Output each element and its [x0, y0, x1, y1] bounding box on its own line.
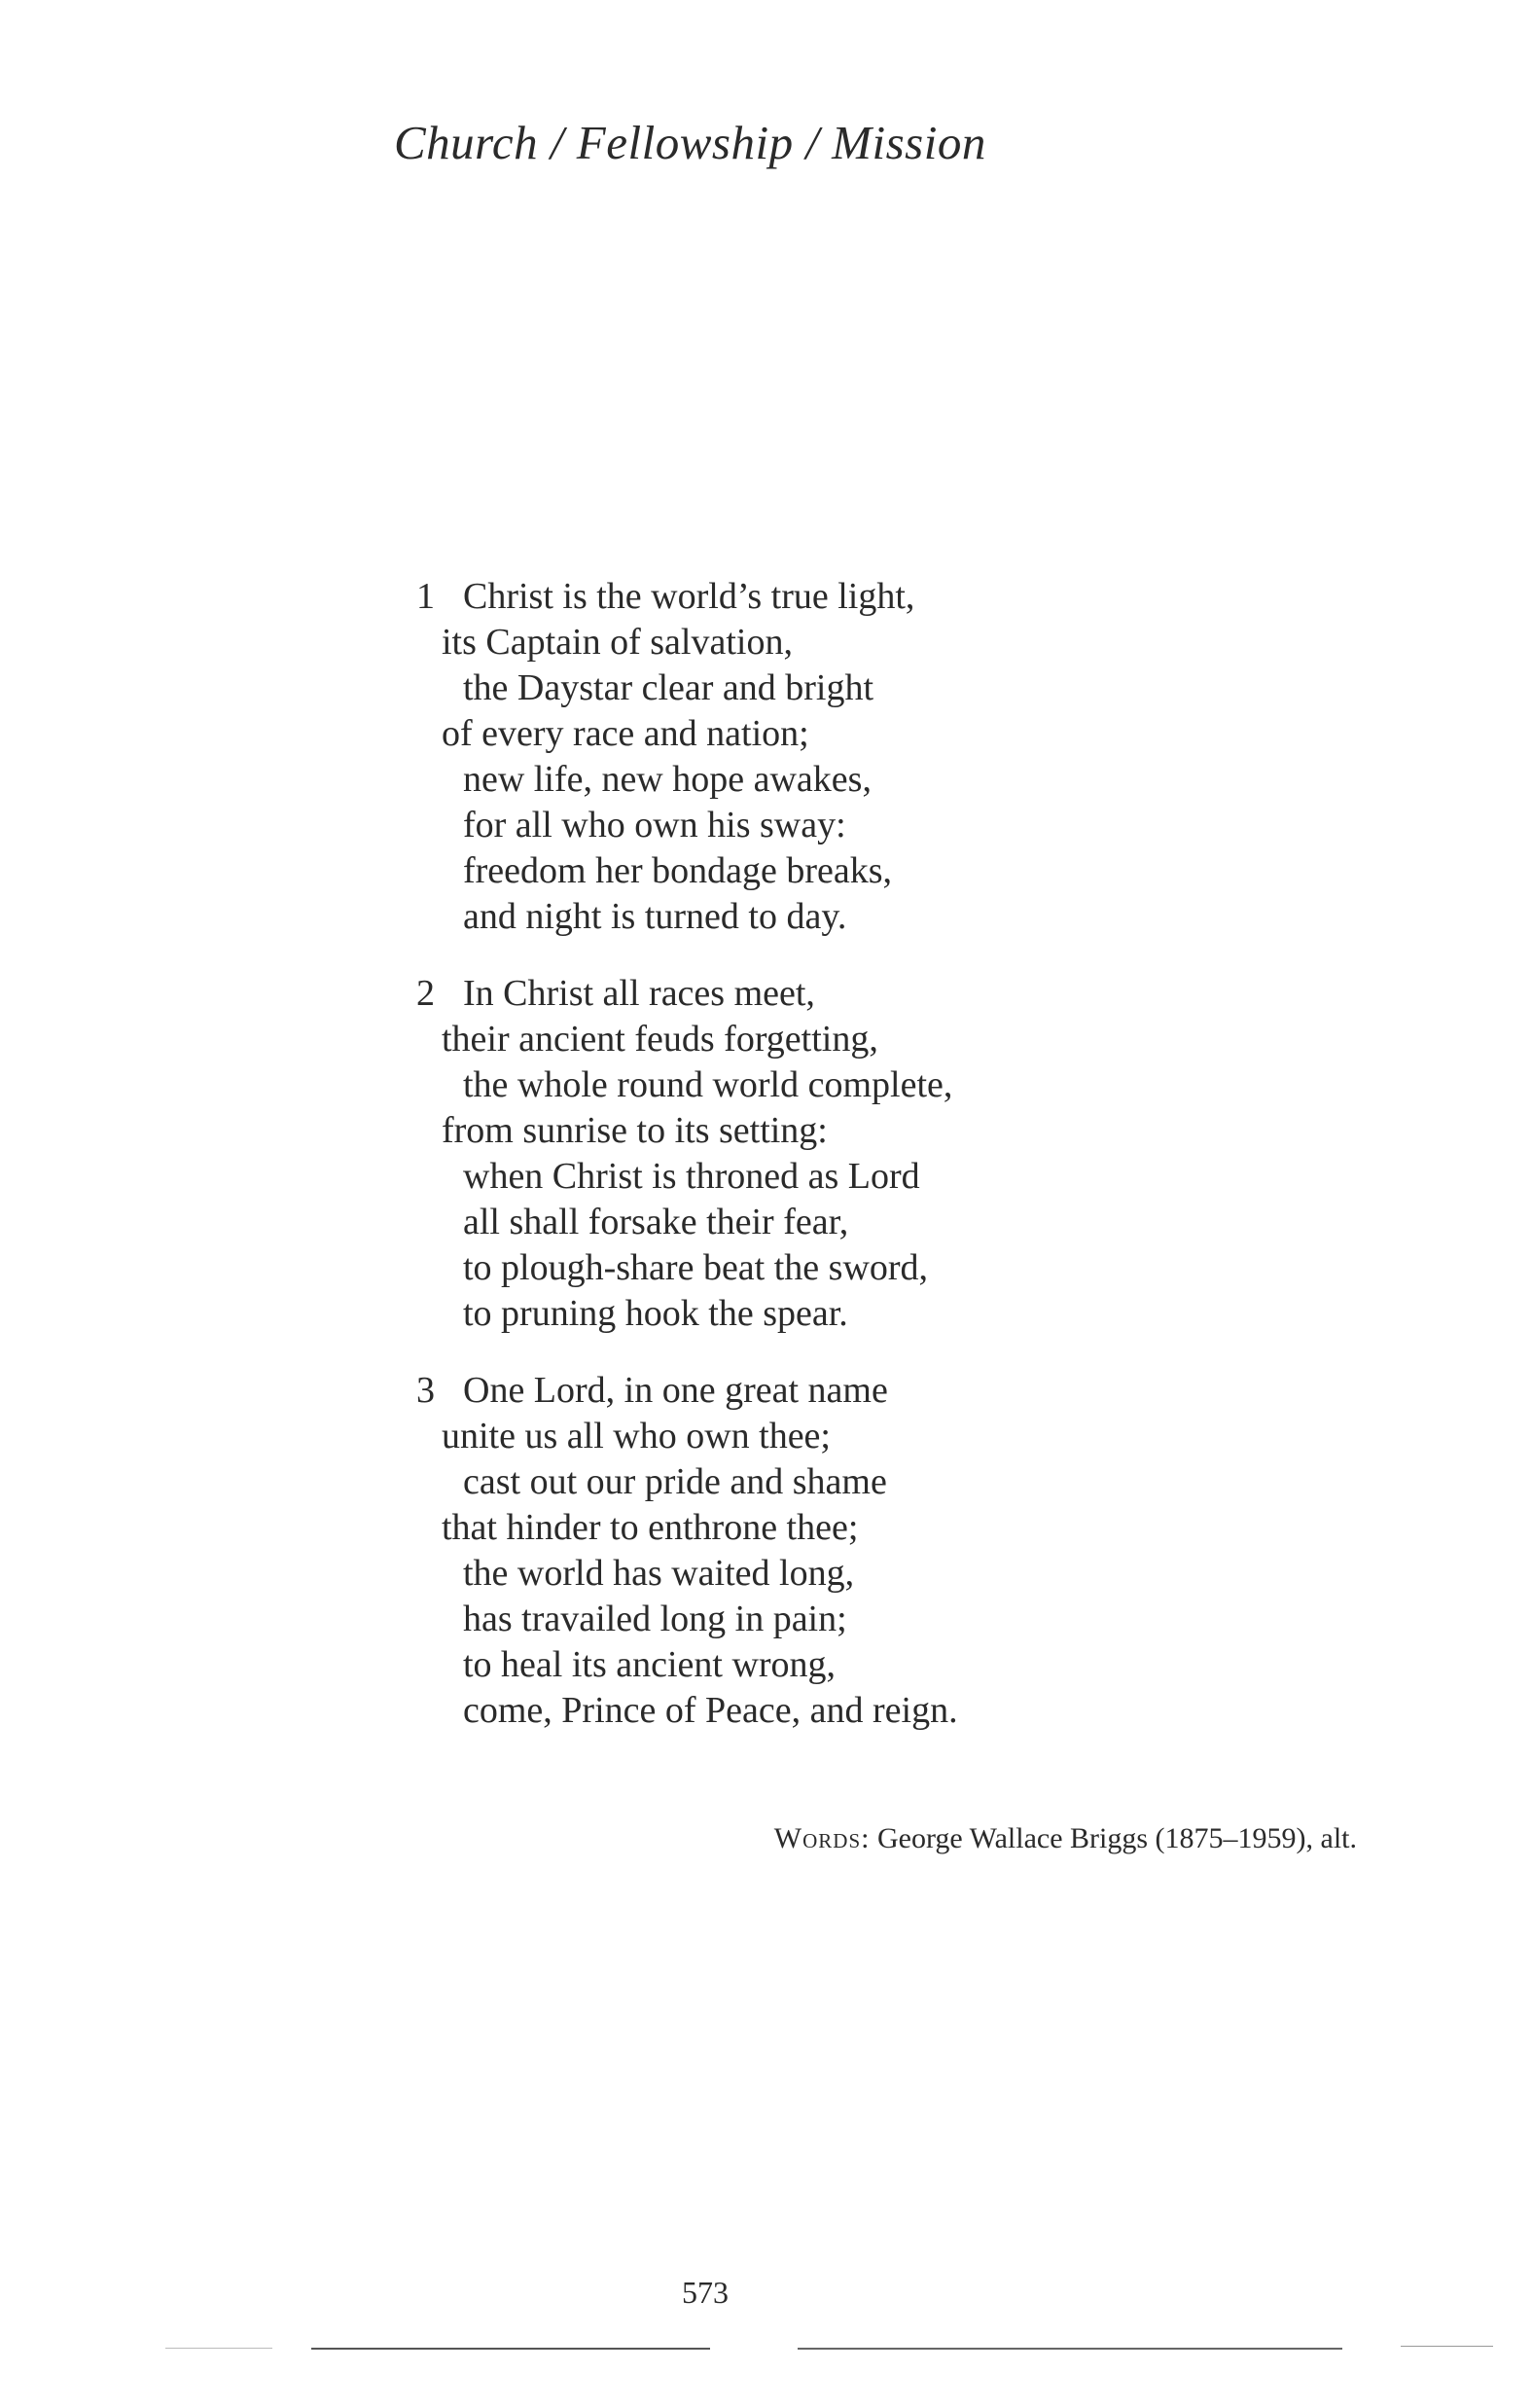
section-title: Church / Fellowship / Mission [394, 116, 986, 169]
verse-line: to pruning hook the spear. [463, 1293, 848, 1334]
verse-line: the whole round world complete, [463, 1064, 953, 1105]
verse-line: unite us all who own thee; [442, 1416, 831, 1456]
page-number: 573 [682, 2275, 729, 2310]
verse-line: to plough-share beat the sword, [463, 1247, 929, 1288]
page-edge-rule [1401, 2346, 1493, 2347]
verse-line: for all who own his sway: [463, 805, 846, 845]
attribution-label: Words: [773, 1822, 871, 1854]
verse-line: Christ is the world’s true light, [463, 576, 915, 617]
verse-1 [416, 574, 1117, 940]
verse-line: One Lord, in one great name [463, 1370, 888, 1411]
verse-line: that hinder to enthrone thee; [442, 1507, 859, 1548]
verse-line: all shall forsake their fear, [463, 1202, 849, 1242]
verse-number: 3 [416, 1370, 435, 1411]
verse-line: and night is turned to day. [463, 896, 847, 937]
page-edge-rule [311, 2348, 710, 2350]
attribution-text: George Wallace Briggs (1875–1959), alt. [870, 1822, 1357, 1854]
verse-line: their ancient feuds forgetting, [442, 1019, 878, 1060]
verse-line: cast out our pride and shame [463, 1461, 887, 1502]
verse-line: come, Prince of Peace, and reign. [463, 1690, 958, 1731]
verse-line: In Christ all races meet, [463, 973, 815, 1014]
verse-line: freedom her bondage breaks, [463, 850, 893, 891]
verse-line: to heal its ancient wrong, [463, 1644, 837, 1685]
verse-line: when Christ is throned as Lord [463, 1156, 920, 1197]
verse-line: its Captain of salvation, [442, 622, 793, 663]
verse-number: 1 [416, 576, 435, 617]
verse-line: new life, new hope awakes, [463, 759, 872, 800]
verse-line: the world has waited long, [463, 1553, 855, 1594]
verse-2 [416, 971, 1117, 1337]
verse-number: 2 [416, 973, 435, 1014]
verse-line: the Daystar clear and bright [463, 667, 874, 708]
page-edge-rule [165, 2348, 272, 2349]
verse-line: of every race and nation; [442, 713, 809, 754]
words-attribution [774, 1822, 1357, 1855]
verse-3 [416, 1368, 1117, 1734]
page-edge-rule [798, 2348, 1342, 2350]
hymn-text [416, 574, 1117, 1765]
verse-line: from sunrise to its setting: [442, 1110, 828, 1151]
verse-line: has travailed long in pain; [463, 1599, 847, 1639]
